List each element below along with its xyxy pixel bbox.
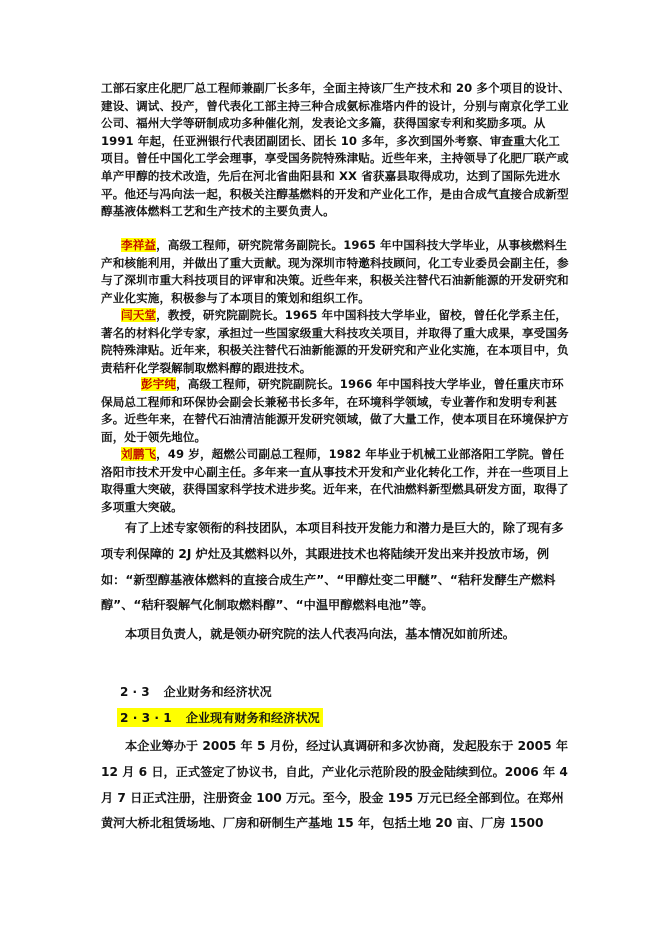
section-heading [120, 683, 272, 700]
expert-name-3: 彭宇纯 [141, 377, 177, 391]
paragraph-intro [101, 80, 571, 221]
expert-bio-4: ，49 岁，超燃公司副总工程师，1982 年毕业于机械工业部洛阳工学院。曾任洛阳市技术开发中心副主任。多年来一直从事技术开发和产业化转化工作，并在一些项目上取得重大突破，获得国家科学技术进步奖。近年来，在代油燃料新型燃具研发方面，取得了多项重大突破。 [101, 447, 569, 514]
paragraph-expert-3 [101, 376, 571, 446]
section-title: 企业财务和经济状况 [163, 685, 272, 699]
paragraph-company [101, 734, 575, 837]
company-text: 本企业筹办于 2005 年 5 月份，经过认真调研和多次协商，发起股东于 2005 年 12 月 6 日，正式签定了协议书，自此，产业化示范阶段的股金陆续到位。2006 年 4 月 7 日正式注册，注册资金 100 万元。至今，股金 195 万元已经全部到位。在郑州黄河大桥北租赁场地、厂房和研制生产基地 15 年，包括土地 20 亩、厂房 1500 [101, 739, 569, 831]
subsection-title: 企业现有财务和经济状况 [185, 711, 320, 725]
paragraph-team [101, 516, 575, 619]
team-text: 有了上述专家领衔的科技团队，本项目科技开发能力和潜力是巨大的，除了现有多项专利保障的 2J 炉灶及其燃料以外，其跟进技术也将陆续开发出来并投放市场，例如：“新型醇基液体燃料的直接合成生产”、“甲醇灶变二甲醚”、“秸秆发酵生产燃料醇”、“秸秆裂解气化制取燃料醇”、“中温甲醇燃料电池”等。 [101, 521, 564, 613]
paragraph-expert-1 [101, 237, 571, 307]
subsection-number: 2 · 3 · 1 [120, 711, 172, 725]
paragraph-expert-4 [101, 446, 571, 516]
intro-text: 工部石家庄化肥厂总工程师兼副厂长多年，全面主持该厂生产技术和 20 多个项目的设计、建设、调试、投产，曾代表化工部主持三种合成氨标准塔内件的设计，分别与南京化学工业公司、福州大学等研制成功多种催化剂，发表论文多篇，获得国家专利和奖励多项。从 1991 年起，任亚洲银行代表团副团长、团长 10 多年，多次到国外考察、审查重大化工项目。曾任中国化工学会理事，享受国务院特殊津贴。近些年来，主持领导了化肥厂联产或单产甲醇的技术改造，先后在河北省曲阳县和 XX 省获嘉县取得成功，达到了国际先进水平。他还与冯向法一起，积极关注醇基燃料的开发和产业化工作，是由合成气直接合成新型醇基液体燃料工艺和生产技术的主要负责人。 [101, 81, 570, 219]
paragraph-leader [101, 622, 575, 648]
expert-bio-3: ，高级工程师，研究院副院长。1966 年中国科技大学毕业，曾任重庆市环保局总工程师和环保协会副会长兼秘书长多年，在环境科学领域，专业著作和发明专利甚多。近些年来，在替代石油清洁能源开发研究领域，做了大量工作，使本项目在环境保护方面，处于领先地位。 [101, 377, 569, 444]
expert-name-1: 李祥益 [121, 238, 157, 252]
paragraph-expert-2 [101, 307, 571, 377]
expert-name-2: 闫天堂 [121, 308, 157, 322]
expert-bio-1: ，高级工程师，研究院常务副院长。1965 年中国科技大学毕业，从事核燃料生产和核能利用，并做出了重大贡献。现为深圳市特邀科技顾问，化工专业委员会副主任，参与了深圳市重大科技项目的评审和决策。近些年来，积极关注替代石油新能源的开发研究和产业化实施，积极参与了本项目的策划和组织工作。 [101, 238, 569, 305]
expert-bio-2: ，教授，研究院副院长。1965 年中国科技大学毕业，留校，曾任化学系主任，著名的材料化学专家，承担过一些国家级重大科技攻关项目，并取得了重大成果，享受国务院特殊津贴。近年来，积极关注替代石油新能源的开发研究和产业化实施，在本项目中，负责秸秆化学裂解制取燃料醇的跟进技术。 [101, 308, 569, 375]
section-number: 2 · 3 [120, 685, 150, 699]
leader-text: 本项目负责人，就是领办研究院的法人代表冯向法，基本情况如前所述。 [125, 627, 515, 641]
subsection-heading [117, 708, 323, 727]
expert-name-4: 刘鹏飞 [121, 447, 157, 461]
